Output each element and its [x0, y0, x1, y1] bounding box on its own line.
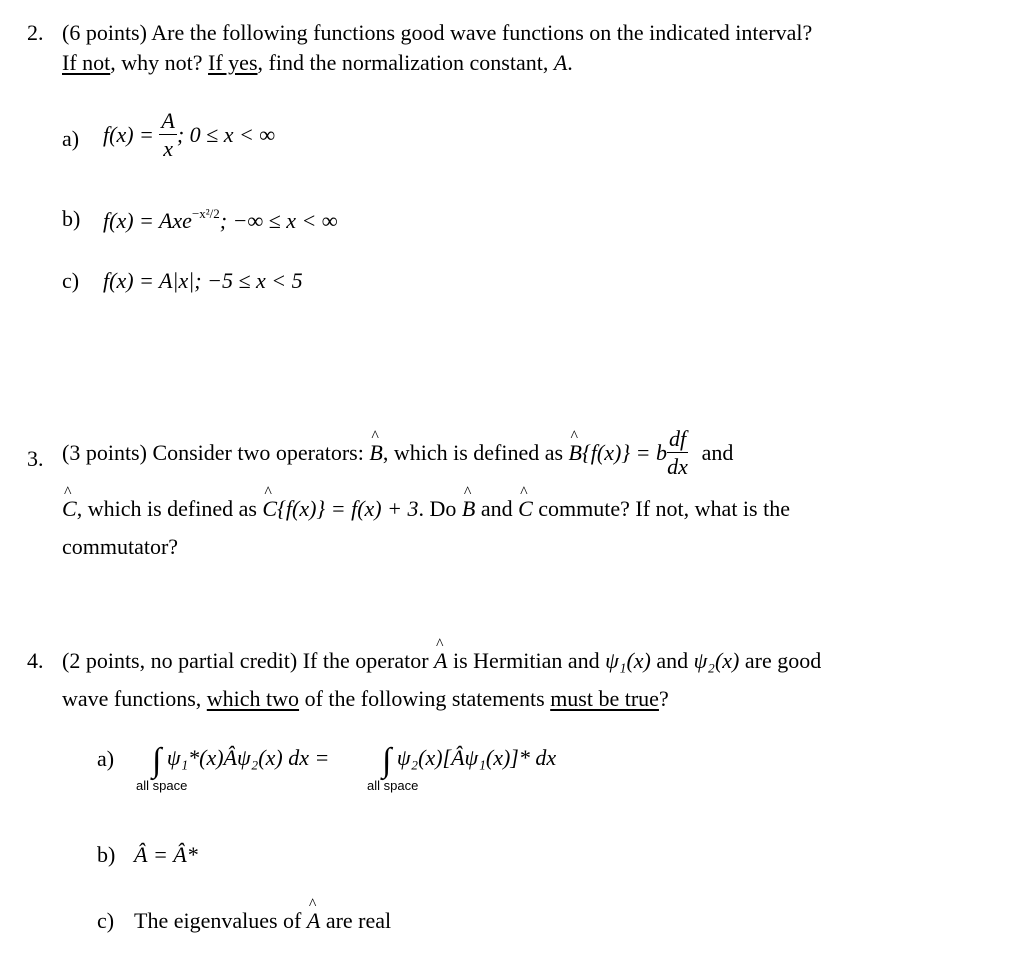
- q2-c-expr: f(x) = A|x|; −5 ≤ x < 5: [103, 268, 303, 293]
- q4-b-label: b): [97, 842, 116, 867]
- q2-a-label: a): [62, 126, 80, 151]
- q2-b-label: b): [62, 206, 81, 231]
- q3-number: 3.: [27, 446, 44, 471]
- q3-line2: ^ C, which is defined as ^ C{f(x)} = f(x) + 3. Do ^ B and ^ C commute? If not, what is the: [62, 496, 790, 522]
- q4-c-label: c): [97, 908, 115, 933]
- q2-if-yes: If yes: [208, 50, 258, 75]
- q2-line2: If not, why not? If yes, find the normalization constant, A.: [62, 50, 573, 75]
- q4-a-label: a): [97, 746, 115, 771]
- q4-a-allspace-2: all space: [367, 778, 419, 793]
- integral-sign-2: ∫: [382, 742, 392, 779]
- q4-line2: wave functions, which two of the following statements must be true?: [62, 686, 669, 711]
- q2-if-not: If not: [62, 50, 111, 75]
- q3-derivative: $\frac{df}{dx}$: [667, 426, 688, 479]
- q4-which-two: which two: [206, 686, 300, 711]
- q4-b-expr: Â = Â*: [134, 842, 198, 867]
- q2-c-label: c): [62, 268, 80, 293]
- q2-a-expr: f(x) = $\frac{A}{x}$ ; 0 ≤ x < ∞: [103, 108, 276, 161]
- q4-a-lhs: ∫ ψ₁*(x)Âψ₂(x) dx =: [152, 742, 330, 779]
- integral-sign-1: ∫: [152, 742, 162, 779]
- q2-line1: (6 points) Are the following functions good wave functions on the indicated interval?: [62, 20, 813, 45]
- q2-a-fraction: $\frac{A}{x}$: [161, 108, 175, 161]
- q4-line1: (2 points, no partial credit) If the operator ^ A is Hermitian and ψ₁(x) and ψ₂(x) are good: [62, 648, 821, 674]
- q2-b-expr: f(x) = Axe$^{-x^2/2}$; −∞ ≤ x < ∞: [103, 206, 338, 233]
- q4-c-text: The eigenvalues of ^ A are real: [134, 908, 391, 934]
- q2-number: 2.: [27, 20, 44, 45]
- q4-a-rhs: ∫ ψ₂(x)[Âψ₁(x)]* dx: [382, 742, 557, 779]
- q4-number: 4.: [27, 648, 44, 673]
- q3-line1: (3 points) Consider two operators: ^ B, which is defined as ^ B{f(x)} = b $\frac{df}{dx}$ and: [62, 428, 733, 478]
- q4-a-allspace-1: all space: [136, 778, 188, 793]
- q4-must-be-true: must be true: [550, 686, 659, 711]
- q3-line3: commutator?: [62, 534, 179, 559]
